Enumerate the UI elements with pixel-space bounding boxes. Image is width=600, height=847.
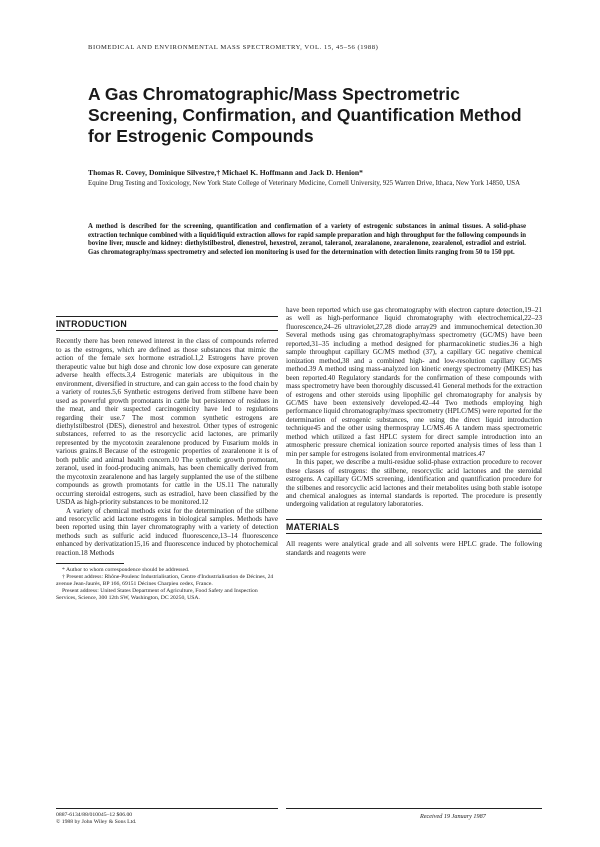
- affiliation: Equine Drug Testing and Toxicology, New York State College of Veterinary Medicine, Cornell University, 925 Warren Drive, Ithaca, New York 14850, USA: [88, 180, 521, 187]
- footnote-present-address-1: † Present address: Rhône-Poulenc Industrialisation, Centre d'Industrialisation de Décines, 24 avenue Jean-Jaurès, BP 166, 69151 Décines Charpieu cedex, France.: [56, 574, 274, 588]
- materials-paragraph: All reagents were analytical grade and all solvents were HPLC grade. The following standards and reagents were: [286, 540, 542, 557]
- footnote-corresponding-author: * Author to whom correspondence should be addressed.: [62, 567, 190, 574]
- section-rule-top: [56, 316, 278, 317]
- abstract: A method is described for the screening, quantification and confirmation of a variety of estrogenic substances in animal tissues. A solid-phase extraction technique combined with a liquid/liquid extraction allows for rapid sample preparation and high throughput for the following compounds in bovine liver, muscle and kidney: diethylstilbestrol, dienestrol, hexestrol, zeranol, taleranol, zearalanone, zearalenone, zearalenol, estradiol and estriol. Gas chromatography/mass spectrometry and selected ion monitoring is used for the determination with detection limits ranging from 50 to 150 ppt.: [88, 223, 526, 257]
- identifier-rule: [56, 808, 278, 809]
- footnote-present-address-2: Present address: United States Department of Agriculture, Food Safety and Inspection Services, Science, 300 12th SW, Washington, DC 20250, USA.: [56, 588, 258, 602]
- received-rule: [286, 808, 542, 809]
- issn-code: 0887-6134/88/010045–12 $06.00: [56, 812, 133, 818]
- section-rule-bottom: [56, 330, 278, 331]
- materials-rule-bottom: [286, 533, 542, 534]
- received-date: Received 19 January 1987: [420, 813, 486, 820]
- introduction-heading: INTRODUCTION: [56, 319, 128, 329]
- footnote-rule: [56, 563, 124, 564]
- running-header: BIOMEDICAL AND ENVIRONMENTAL MASS SPECTROMETRY, VOL. 15, 45–56 (1988): [88, 44, 379, 51]
- right-column: [286, 306, 542, 557]
- copyright-line: © 1988 by John Wiley & Sons Ltd.: [56, 819, 137, 826]
- author-list: Thomas R. Covey, Dominique Silvestre,† Michael K. Hoffmann and Jack D. Henion*: [88, 168, 363, 177]
- intro-paragraph-2: A variety of chemical methods exist for the determination of the stilbene and resorcyclic acid lactone estrogens in biological samples. Methods have been reported using thin layer chromatography with a variety of detection methods such as sulfuric acid induced fluorescence,13–14 fluorescence enhanced by derivatization15,16 and fluorescence induced by photochemical reaction.18 Methods: [56, 506, 278, 557]
- intro-paragraph-continued: have been reported which use gas chromatography with electron capture detection,19–21 as well as high-performance liquid chromatography with electrochemical,22–23 fluorescence,24–26 ultraviolet,27,28 diode array29 and immunochemical detection.30 Several methods using gas chromatography/mass spectrometry (GC/MS) have been reported,31–35 including a method designed for pharmacokinetic studies.36 a high sample throughput capillary GC/MS method (37), a capillary GC negative chemical ionization method,38 and a combined high- and low-resolution capillary GC/MS method.39 A method using mass-analyzed ion kinetic energy spectrometry (MIKES) has been reported.40 Regulatory standards for the confirmation of these compounds with mass spectrometry have been thoroughly discussed.41 General methods for the extraction of estrogens and other steroids using lipophilic gel chromatography for analysis by GC/MS have been extensively developed.42–44 Two methods employing high performance liquid chromatography/mass spectrometry (HPLC/MS) were reported for the determination of estrogenic substances, one using the direct liquid introduction technique45 and the other using thermospray LC/MS.46 A tandem mass spectrometric method which utilized a fast HPLC system for direct sample introduction into an atmospheric pressure chemical ionization source reported analysis times of less than 1 min per sample for estrogens isolated from environmental matrices.47: [286, 306, 542, 458]
- intro-paragraph-1: Recently there has been renewed interest in the class of compounds referred to as the estrogens, which are defined as those substances that mimic the action of the female sex hormone estradiol.1,2 Estrogens have proven therapeutic value but high dose and chronic low dose exposure can generate adverse health effects.3,4 Estrogenic materials are ubiquitous in the environment, diversified in structure, and can gain access to the food chain by a variety of routes.5,6 Synthetic estrogens derived from stilbene have been used as powerful growth promotants in cattle but persistence of residues in the meat, and their suspected carcinogenicity have led to regulations regarding their use.7 The most common synthetic estrogens are diethylstilbestrol (DES), dienestrol and hexestrol. Other types of estrogenic substances, referred to as the resorcyclic acid lactones, are primarily represented by the mycotoxin zearalenone produced by Fusarium molds in various grains.8 Because of the estrogenic properties of zearalenone it is of both public and animal health concern.10 The synthetic growth promotant, zeranol, used in food-producing animals, has been chemically derived from the mycotoxin zearalenone and has largely supplanted the use of the stilbene compounds as growth promotants for cattle in the US.11 The naturally occurring steroidal estrogens, such as estradiol, have been classified by the USDA as high-priority substances to be monitored.12: [56, 337, 278, 507]
- left-column: [56, 316, 278, 602]
- materials-heading: MATERIALS: [286, 521, 340, 532]
- article-title: A Gas Chromatographic/Mass Spectrometric Screening, Confirmation, and Quantification Method for Estrogenic Compounds: [88, 84, 522, 146]
- intro-paragraph-scope: In this paper, we describe a multi-residue solid-phase extraction procedure to recover these classes of estrogens: the stilbene, resorcyclic acid lactones and the steroidal estrogens. A capillary GC/MS screening, identification and quantification procedure for the stilbenes and resorcyclic acid lactones and their metabolites using both stable isotope and chemical analogues as internal standards is reported. The procedure is presently undergoing validation at regulatory laboratories.: [286, 458, 542, 509]
- article-identifiers: [56, 812, 278, 827]
- materials-rule-top: [286, 519, 542, 520]
